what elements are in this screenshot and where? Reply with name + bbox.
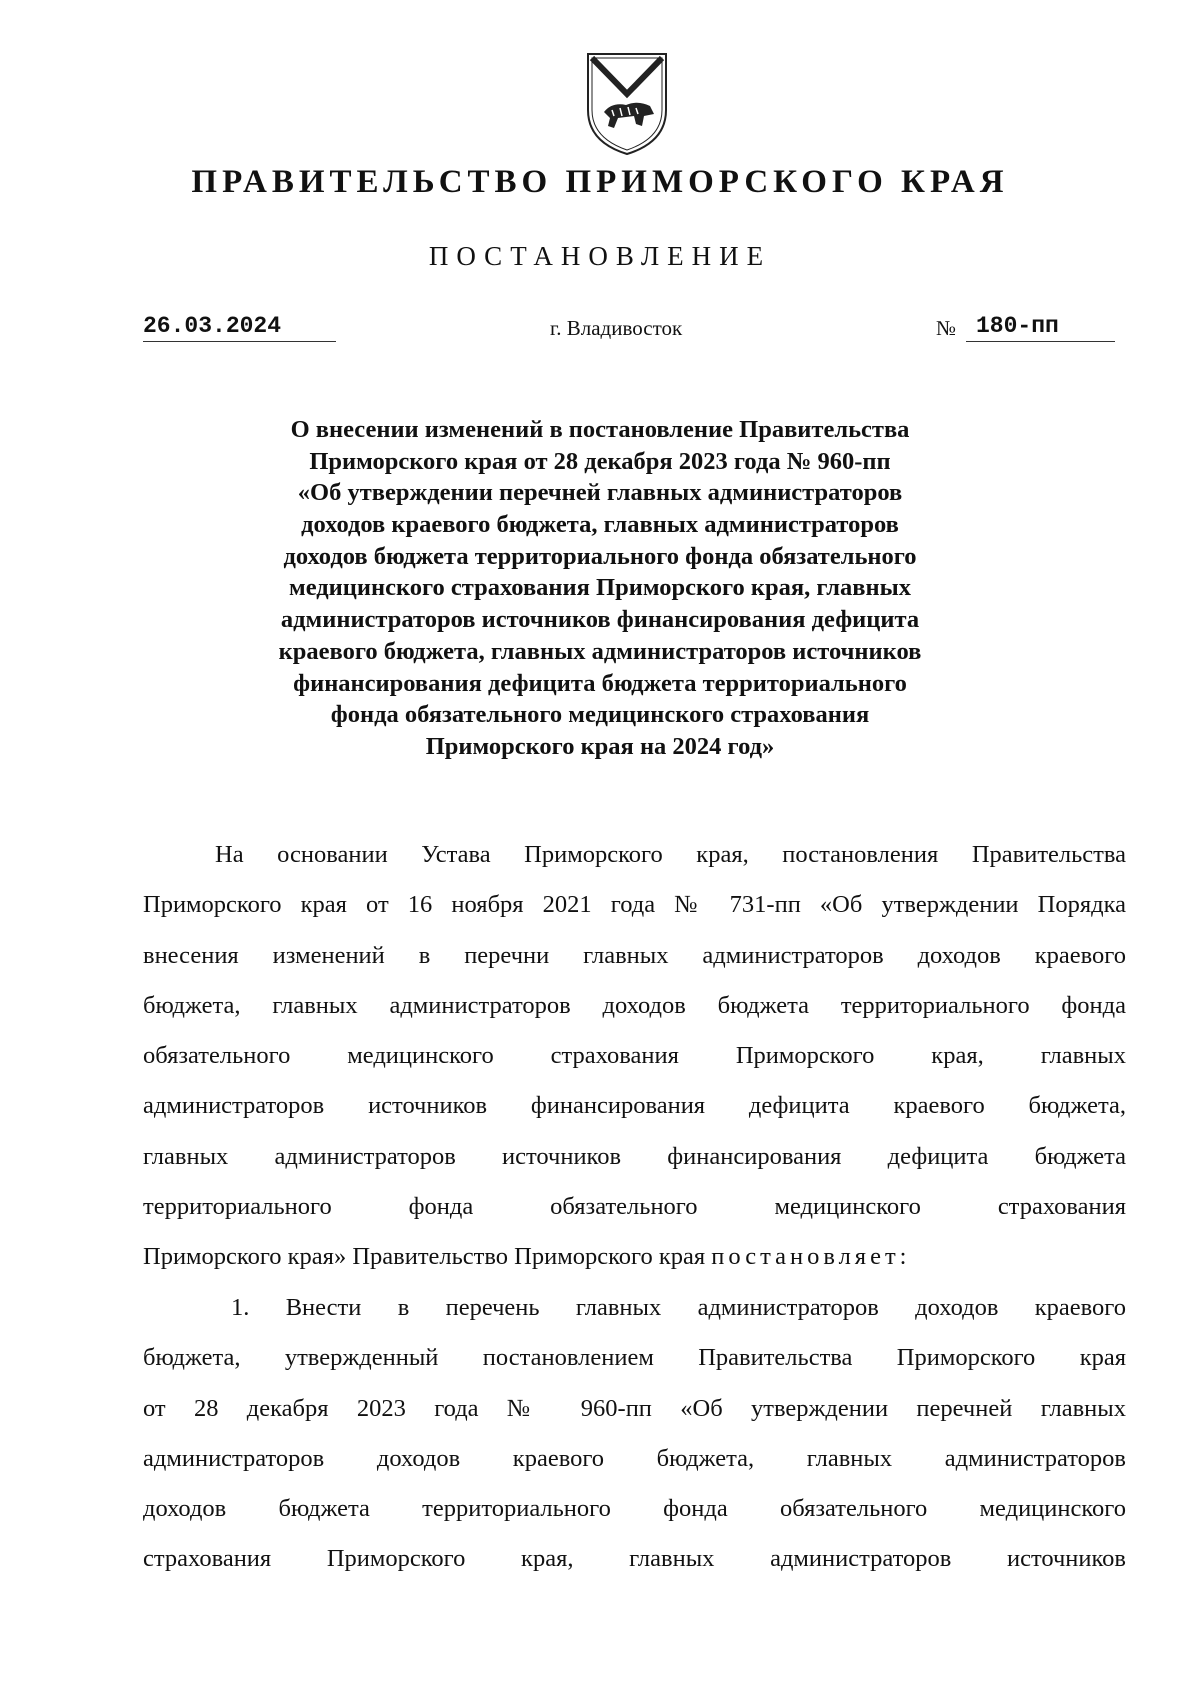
paragraph-line: внесения изменений в перечни главных администраторов доходов краевого (143, 941, 1126, 969)
date-underline (143, 341, 336, 342)
document-title (0, 414, 1200, 763)
paragraph-line: администраторов доходов краевого бюджета, главных администраторов (143, 1444, 1126, 1472)
paragraph-line: Приморского края от 16 ноября 2021 года № 731-пп «Об утверждении Порядка (143, 891, 1126, 919)
paragraph-line: территориального фонда обязательного медицинского страхования (143, 1193, 1126, 1221)
paragraph-line: от 28 декабря 2023 года № 960-пп «Об утверждении перечней главных (143, 1394, 1126, 1422)
paragraph-line: обязательного медицинского страхования Приморского края, главных (143, 1042, 1126, 1070)
number-underline (966, 341, 1115, 342)
title-line: О внесении изменений в постановление Правительства (290, 416, 910, 443)
city-name: г. Владивосток (550, 316, 683, 340)
document-type: ПОСТАНОВЛЕНИЕ (428, 241, 772, 271)
paragraph-line: бюджета, утвержденный постановлением Правительства Приморского края (143, 1344, 1126, 1372)
paragraph-text: Приморского края» Правительство Приморского края (143, 1243, 706, 1271)
item-1-paragraph (143, 1291, 1126, 1593)
preamble-paragraph (143, 838, 1126, 1291)
paragraph-line: главных администраторов источников финансирования дефицита бюджета (143, 1142, 1126, 1170)
title-line: Приморского края на 2024 год» (425, 732, 775, 760)
title-line: краевого бюджета, главных администраторов источников (278, 637, 922, 665)
title-line: администраторов источников финансирования дефицита (280, 606, 920, 634)
paragraph-line: На основании Устава Приморского края, постановления Правительства (215, 841, 1126, 868)
paragraph-last-line (143, 1240, 1126, 1290)
number-sign: № (936, 316, 957, 340)
paragraph-line: администраторов источников финансирования дефицита краевого бюджета, (143, 1092, 1126, 1120)
title-line: доходов краевого бюджета, главных администраторов (301, 511, 899, 539)
decree-number: 180-пп (976, 313, 1059, 339)
title-line: «Об утверждении перечней главных администраторов (297, 479, 903, 507)
coat-of-arms-emblem (582, 50, 672, 158)
government-title: ПРАВИТЕЛЬСТВО ПРИМОРСКОГО КРАЯ (191, 164, 1009, 200)
paragraph-line: бюджета, главных администраторов доходов бюджета территориального фонда (143, 991, 1126, 1019)
title-line: финансирования дефицита бюджета территориального (293, 669, 907, 697)
paragraph-line: 1. Внести в перечень главных администраторов доходов краевого (231, 1294, 1126, 1321)
title-line: медицинского страхования Приморского края, главных (289, 574, 911, 602)
resolves-word: постановляет: (711, 1243, 911, 1271)
title-line: фонда обязательного медицинского страхования (330, 701, 870, 729)
decree-date: 26.03.2024 (143, 313, 282, 339)
title-line: доходов бюджета территориального фонда обязательного (283, 542, 917, 570)
paragraph-line: доходов бюджета территориального фонда обязательного медицинского (143, 1495, 1126, 1523)
paragraph-line: страхования Приморского края, главных администраторов источников (143, 1545, 1126, 1573)
title-line: Приморского края от 28 декабря 2023 года № 960-пп (309, 447, 891, 475)
